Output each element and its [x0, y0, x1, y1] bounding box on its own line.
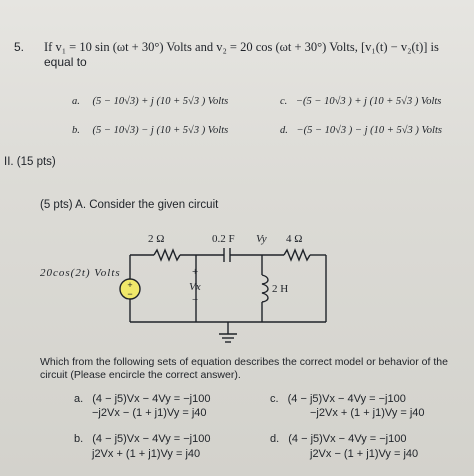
- q5-option-d-letter: d.: [280, 125, 288, 136]
- resistor-2ohm-symbol: [154, 250, 180, 260]
- vx-plus-sign: +: [192, 266, 199, 278]
- q5-option-b-text: (5 − 10√3) − j (10 + 5√3 ) Volts: [92, 125, 229, 136]
- inductor-symbol: [262, 275, 268, 302]
- section-2-heading: II. (15 pts): [4, 156, 56, 168]
- eq-option-b[interactable]: [74, 433, 210, 445]
- resistor-4ohm-label: 4 Ω: [286, 233, 303, 245]
- resistor-4ohm-symbol: [284, 250, 310, 260]
- eq-option-d-line1: (4 − j5)Vx − 4Vy = −j100: [288, 433, 407, 445]
- q5-option-a-text: (5 − 10√3) + j (10 + 5√3 ) Volts: [92, 96, 229, 107]
- source-plus-icon: +: [127, 280, 133, 290]
- eq-option-a[interactable]: [74, 393, 210, 405]
- eq-option-a-line1: (4 − j5)Vx − 4Vy = −j100: [92, 393, 211, 405]
- eq-option-c-letter: c.: [270, 393, 279, 405]
- eq-option-b-second: j2Vx + (1 + j1)Vy = j40: [92, 448, 201, 460]
- source-label: 20cos(2t) Volts: [40, 267, 121, 279]
- q5-option-c-letter: c.: [280, 96, 288, 107]
- q5-option-a-letter: a.: [72, 96, 80, 107]
- capacitor-label: 0.2 F: [212, 233, 235, 245]
- source-minus-icon: −: [127, 289, 133, 299]
- q5-option-c-text: −(5 − 10√3 ) + j (10 + 5√3 ) Volts: [295, 96, 442, 107]
- node-vx-label: Vx: [189, 281, 201, 293]
- eq-question-prompt: Which from the following sets of equation describes the correct model or behavior of the: [40, 356, 448, 368]
- eq-option-a-second: −j2Vx − (1 + j1)Vy = j40: [92, 407, 207, 419]
- eq-option-c-second: −j2Vx + (1 + j1)Vy = j40: [310, 407, 425, 419]
- inductor-label: 2 H: [272, 283, 289, 295]
- eq-option-b-line1: (4 − j5)Vx − 4Vy = −j100: [92, 433, 211, 445]
- resistor-2ohm-label: 2 Ω: [148, 233, 165, 245]
- q5-option-d-text: −(5 − 10√3 ) − j (10 + 5√3 ) Volts: [296, 125, 442, 136]
- question-5-stem: If v₁ = 10 sin (ωt + 30°) Volts and v₂ = 20 cos (ωt + 30°) Volts, [v₁(t) − v₂(t)] is: [44, 40, 439, 54]
- eq-option-d[interactable]: [270, 433, 406, 445]
- node-vy-label: Vy: [256, 233, 267, 245]
- question-5-stem-cont: equal to: [44, 55, 87, 69]
- eq-question-prompt-cont: circuit (Please encircle the correct answer).: [40, 369, 241, 381]
- eq-option-a-letter: a.: [74, 393, 84, 405]
- eq-option-b-letter: b.: [74, 433, 84, 445]
- eq-option-c[interactable]: [270, 393, 406, 405]
- question-5-number: 5.: [14, 40, 25, 54]
- vx-minus-sign: −: [192, 294, 199, 306]
- part-a-heading: (5 pts) A. Consider the given circuit: [40, 199, 219, 211]
- eq-option-d-letter: d.: [270, 433, 280, 445]
- eq-option-c-line1: (4 − j5)Vx − 4Vy = −j100: [287, 393, 406, 405]
- eq-option-d-second: j2Vx − (1 + j1)Vy = j40: [310, 448, 419, 460]
- q5-option-b-letter: b.: [72, 125, 80, 136]
